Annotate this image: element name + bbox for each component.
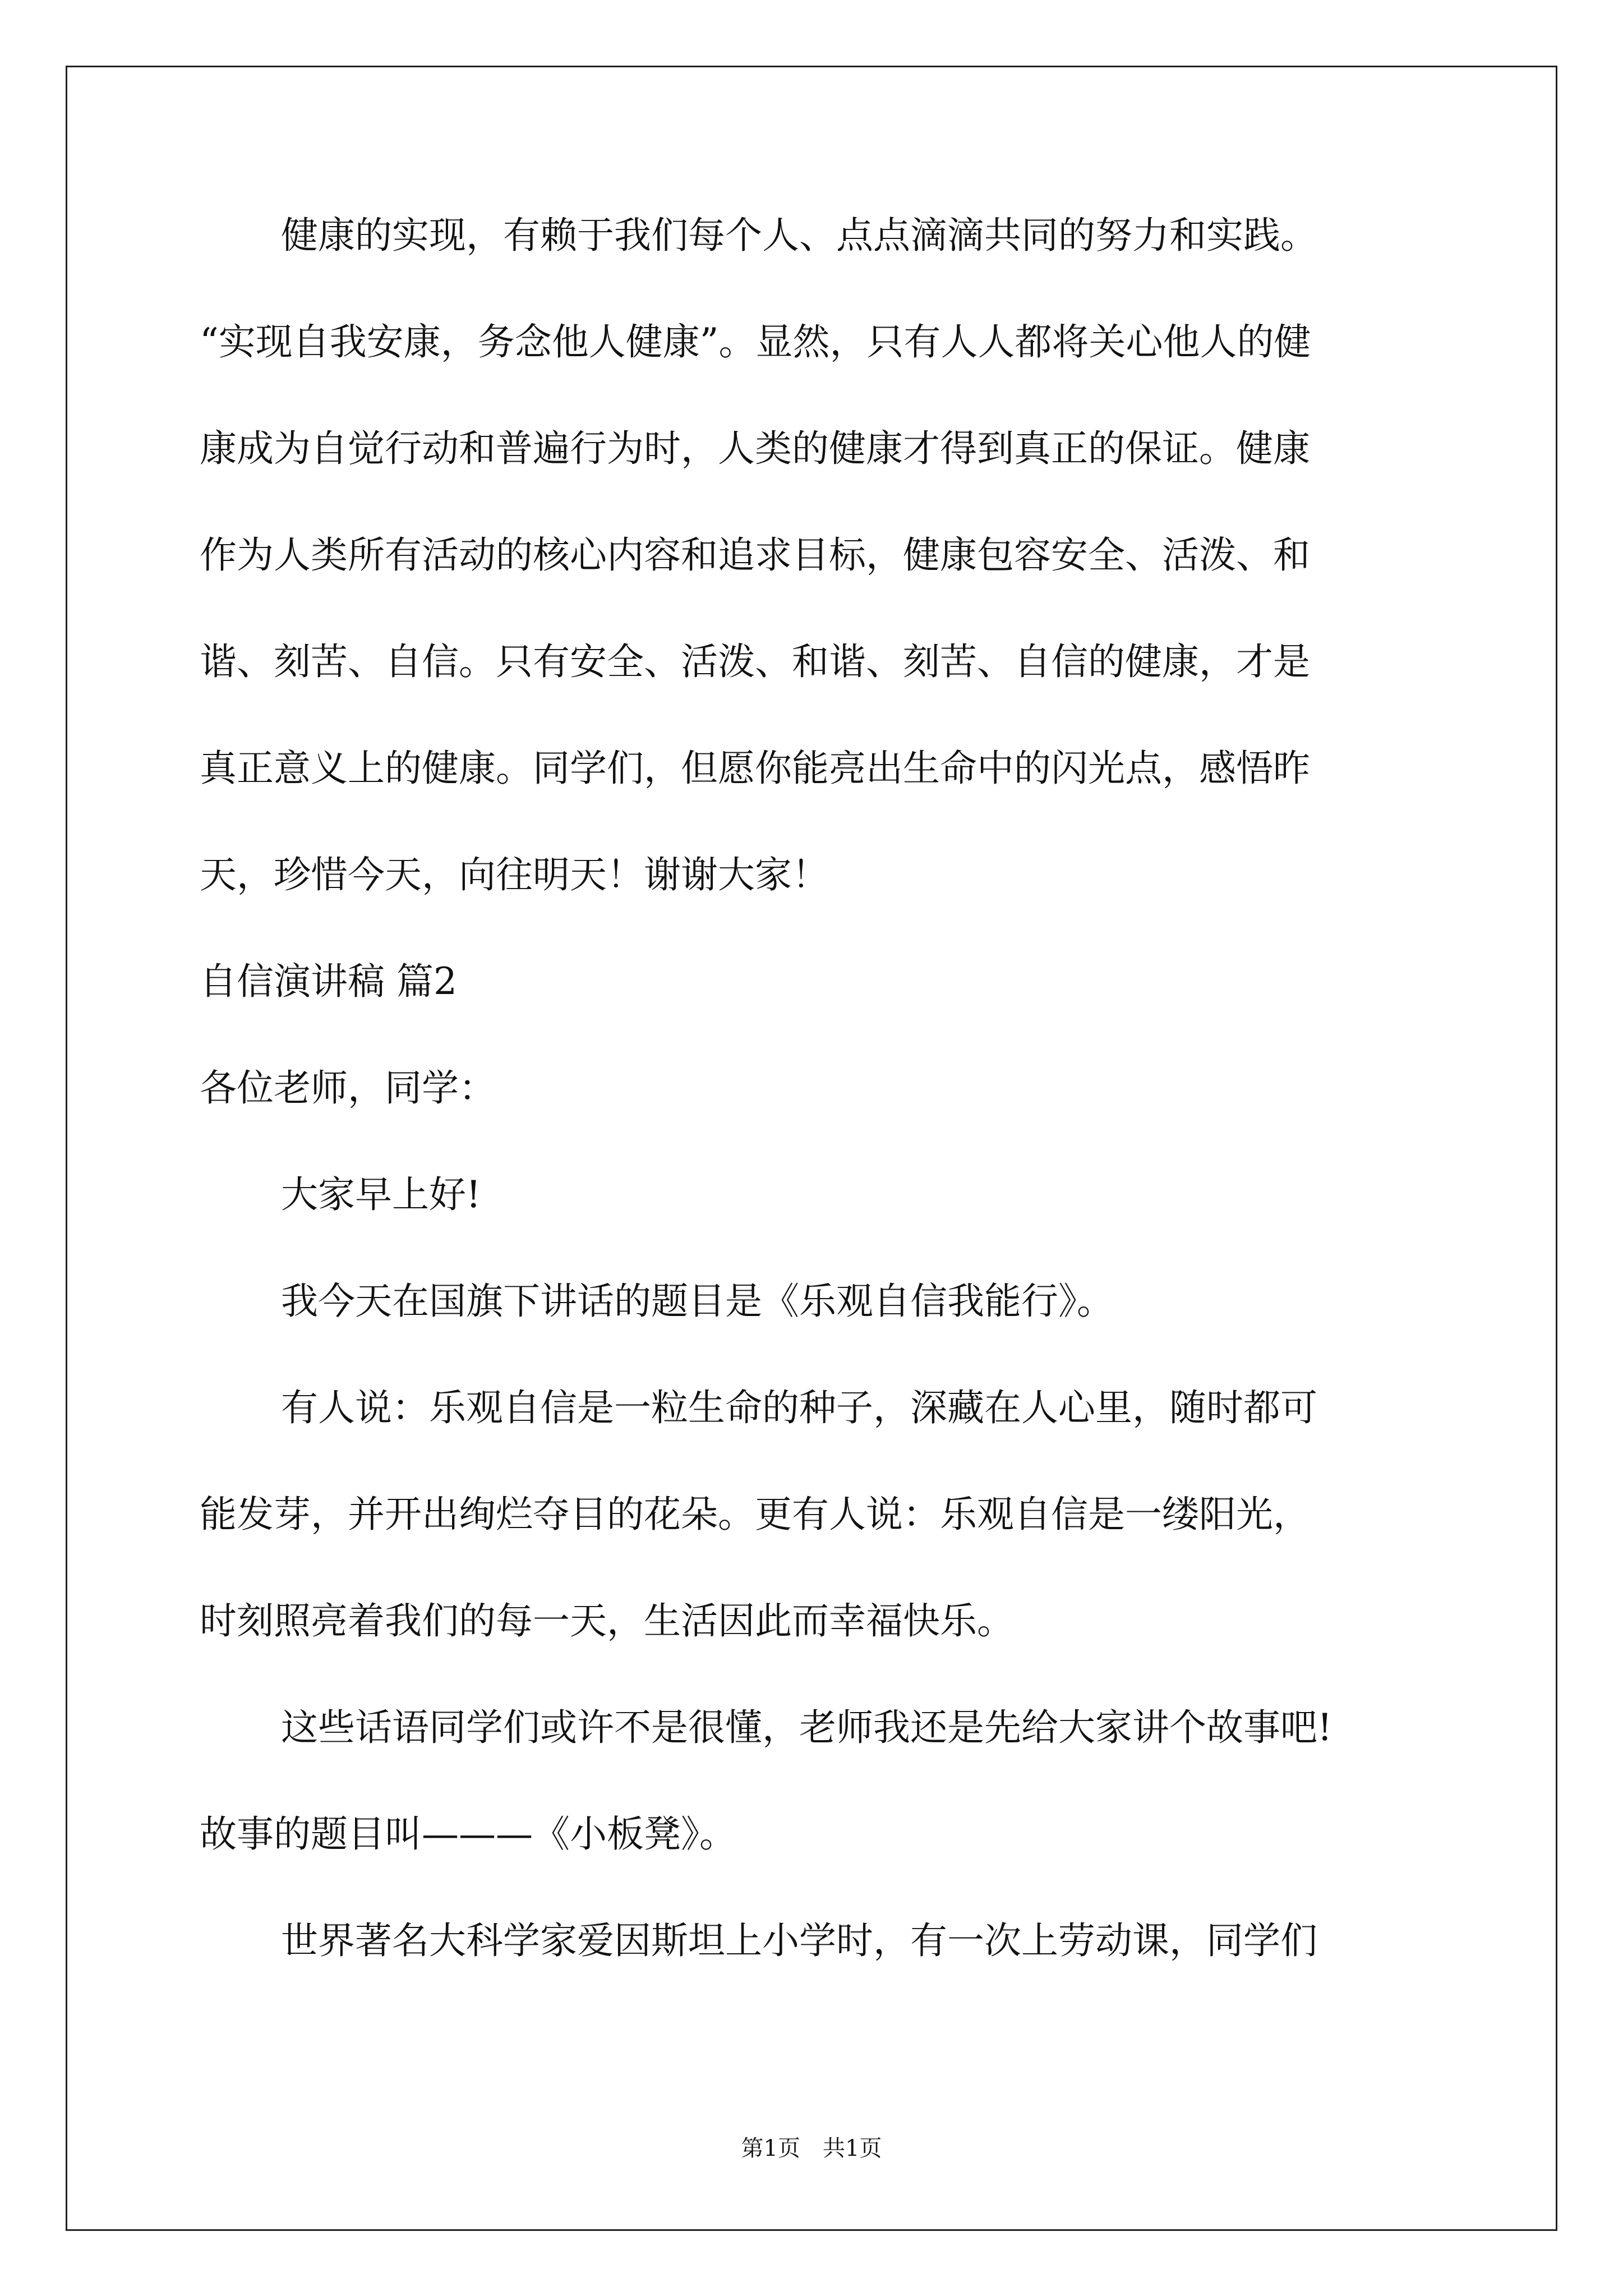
- paragraph-line: 康成为自觉行动和普遍行为时，人类的健康才得到真正的保证。健康: [200, 427, 1310, 470]
- page-number-footer: 第1页 共1页: [741, 2136, 882, 2161]
- paragraph-line: 故事的题目叫———《小板凳》。: [200, 1812, 736, 1856]
- section-heading: 自信演讲稿 篇2: [200, 960, 457, 1003]
- paragraph-line: 健康的实现，有赖于我们每个人、点点滴滴共同的努力和实践。: [281, 214, 1317, 257]
- paragraph-line: 作为人类所有活动的核心内容和追求目标，健康包容安全、活泼、和: [200, 533, 1310, 577]
- paragraph-line: 真正意义上的健康。同学们，但愿你能亮出生命中的闪光点，感悟昨: [200, 747, 1310, 790]
- paragraph-line: 天，珍惜今天，向往明天！谢谢大家！: [200, 853, 829, 896]
- paragraph-line: 时刻照亮着我们的每一天，生活因此而幸福快乐。: [200, 1599, 1014, 1642]
- page-border: [66, 66, 1557, 2231]
- paragraph-line: 大家早上好!: [281, 1173, 481, 1216]
- paragraph-line: 这些话语同学们或许不是很懂，老师我还是先给大家讲个故事吧!: [281, 1706, 1332, 1749]
- paragraph-line: 有人说：乐观自信是一粒生命的种子，深藏在人心里，随时都可: [281, 1386, 1317, 1429]
- paragraph-line: 世界著名大科学家爱因斯坦上小学时，有一次上劳动课，同学们: [281, 1919, 1317, 1962]
- paragraph-line: 谐、刻苦、自信。只有安全、活泼、和谐、刻苦、自信的健康，才是: [200, 640, 1310, 683]
- paragraph-line: “实现自我安康，务念他人健康”。显然，只有人人都将关心他人的健: [200, 320, 1311, 364]
- paragraph-line: 能发芽，并开出绚烂夺目的花朵。更有人说：乐观自信是一缕阳光，: [200, 1493, 1310, 1536]
- salutation: 各位老师，同学：: [200, 1066, 496, 1110]
- paragraph-line: 我今天在国旗下讲话的题目是《乐观自信我能行》。: [281, 1280, 1114, 1323]
